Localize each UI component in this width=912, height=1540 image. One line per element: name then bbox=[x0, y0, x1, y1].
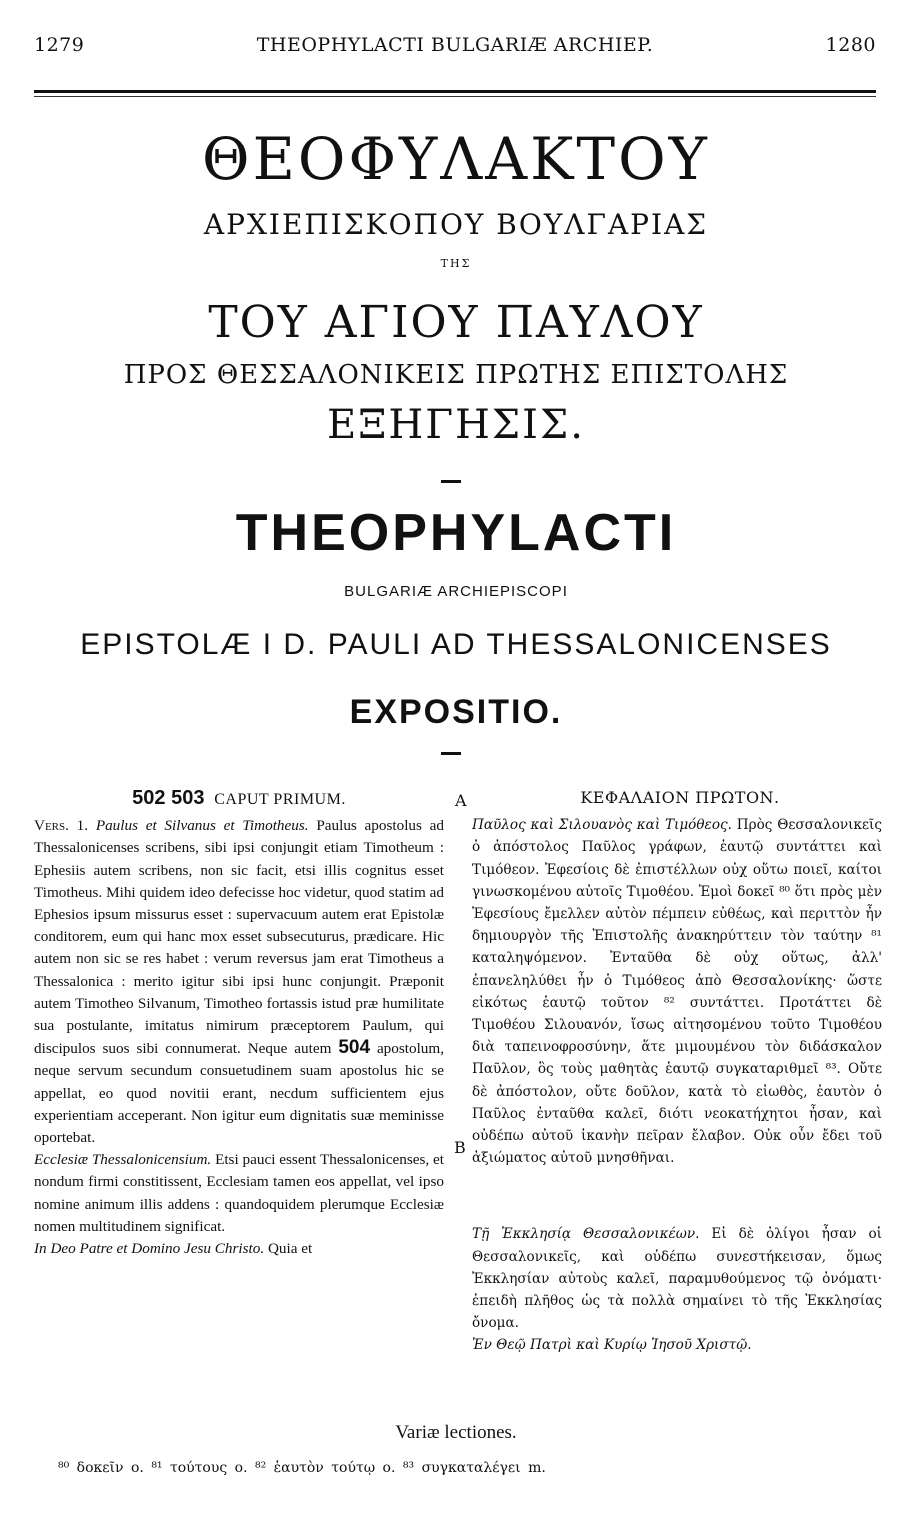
greek-title-article: ΤΗΣ bbox=[440, 257, 472, 270]
latin-paragraph-1 bbox=[34, 815, 444, 1149]
column-number-right: 1280 bbox=[825, 34, 876, 56]
latin-paragraph-3 bbox=[34, 1238, 444, 1260]
title-divider-2 bbox=[441, 752, 461, 755]
latin-title-office: BULGARIÆ ARCHIEPISCOPI bbox=[344, 583, 568, 600]
lemma: Παῦλος καὶ Σιλουανὸς καὶ Τιμόθεος. bbox=[472, 817, 732, 834]
running-title: THEOPHYLACTI BULGARIÆ ARCHIEP. bbox=[256, 34, 654, 56]
greek-chapter-heading bbox=[472, 787, 882, 810]
latin-title-epistle: EPISTOLÆ I D. PAULI AD THESSALONICENSES bbox=[80, 628, 832, 661]
paragraph-text: Etsi pauci essent Thessalonicenses, et nondum firmi constitissent, Ecclesiam tamen eos appellat, vel ipso nomine animum illis addens : quandoquidem plerumque Ecclesiæ nomen multitudinem significat. bbox=[34, 1151, 444, 1235]
header-rule-thin bbox=[34, 96, 876, 97]
verse-label: Vers. 1. bbox=[34, 817, 89, 835]
chapter-title: ΚΕΦΑΛΑΙΟΝ ΠΡΩΤΟΝ. bbox=[580, 788, 780, 807]
lemma: Paulus et Silvanus et Timotheus. bbox=[95, 817, 309, 835]
variae-lectiones-heading: Variæ lectiones. bbox=[395, 1422, 517, 1443]
margin-letter-a: A bbox=[455, 791, 467, 810]
page-numbers: 502 503 bbox=[132, 787, 205, 809]
greek-paragraph-2 bbox=[472, 1223, 882, 1334]
header-rule-thick bbox=[34, 90, 876, 93]
variae-lectiones-notes: ⁸⁰ δοκεῖν ο. ⁸¹ τούτους ο. ⁸² ἑαυτὸν τούτῳ ο. ⁸³ συγκαταλέγει m. bbox=[58, 1460, 546, 1476]
latin-chapter-heading bbox=[34, 787, 444, 811]
paragraph-gap bbox=[472, 1169, 882, 1223]
title-divider bbox=[441, 480, 461, 483]
lemma: Ecclesiæ Thessalonicensium. bbox=[34, 1151, 212, 1169]
greek-column bbox=[472, 787, 882, 1357]
latin-column bbox=[34, 787, 444, 1260]
running-head bbox=[34, 34, 876, 60]
paragraph-text: Quia et bbox=[267, 1240, 313, 1258]
lemma: In Deo Patre et Domino Jesu Christo. bbox=[34, 1240, 265, 1258]
greek-title-author: ΘΕΟΦΥΛΑΚΤΟΥ bbox=[202, 125, 710, 193]
latin-paragraph-2 bbox=[34, 1149, 444, 1238]
paragraph-text: Εἰ δὲ ὀλίγοι ἦσαν οἱ Θεσσαλονικεῖς, καὶ οὐδέπω συνεστήκεισαν, ὅμως Ἐκκλησίαν αὐτοὺς καλεῖ, παραμυθούμενος τῷ ὀνόματι· ἐπειδὴ πλῆθος ὡς τὰ πολλὰ σημαίνει τὸ τῆς Ἐκκλησίας ὄνομα. bbox=[472, 1226, 882, 1332]
page-number-504: 504 bbox=[338, 1037, 371, 1059]
chapter-title: CAPUT PRIMUM. bbox=[214, 791, 346, 808]
lemma: Τῇ Ἐκκλησίᾳ Θεσσαλονικέων. bbox=[472, 1226, 700, 1243]
latin-title-author: THEOPHYLACTI bbox=[235, 504, 677, 562]
column-number-left: 1279 bbox=[34, 34, 85, 56]
greek-paragraph-1 bbox=[472, 814, 882, 1169]
greek-title-apostle: ΤΟΥ ΑΓΙΟΥ ΠΑΥΛΟΥ bbox=[208, 297, 704, 348]
margin-letter-b: B bbox=[454, 1138, 466, 1157]
greek-title-epistle: ΠΡΟΣ ΘΕΣΣΑΛΟΝΙΚΕΙΣ ΠΡΩΤΗΣ ΕΠΙΣΤΟΛΗΣ bbox=[123, 360, 789, 390]
paragraph-text: Πρὸς Θεσσαλονικεῖς ὁ ἀπόστολος Παῦλος γράφων, ἑαυτῷ συντάττει καὶ Τιμόθεον. Ἐφεσίοις δὲ ἐπιστέλλων οὐχ οὕτω ποιεῖ, καίτοι γινωσκομένου αὐτοῖς Τιμοθέου. Ἐμοὶ δοκεῖ ⁸⁰ ὅτι πρὸς μὲν Ἐφεσίους ἔμελλεν αὐτὸν πέμπειν εὐθέως, καὶ περιττὸν ἦν δημιουργὸν τῆς Ἐπιστολῆς ἀνακηρύττειν τὸν ταύτην ⁸¹ καταληψόμενον. Ἐνταῦθα δὲ οὐχ οὕτως, ἀλλ' ἐπανεληλύθει ἦν ὁ Τιμόθεος ἀπὸ Θεσσαλονίκης· ὥστε εἰκότως ἑαυτῷ τοῦτον ⁸² συντάττει. Προτάττει δὲ Τιμοθέου Σιλουανόν, ἴσως αἰτησομένου τοῦτο Τιμοθέου διὰ ταπεινοφροσύνην, ἅτε μιμουμένου τὸν διδάσκαλον Παῦλον, ὃς τοὺς μαθητὰς ἑαυτῷ συγκαταριθμεῖ ⁸³. Οὔτε δὲ ἀπόστολον, οὔτε δοῦλον, κατὰ τὸ εἰωθὸς, ἑαυτὸν ὁ Παῦλος ἐνταῦθα καλεῖ, διότι νεοκατήχητοι ἦσαν, καὶ οὐδέπω αὐτοῦ ἱκανὴν πεῖραν ἔλαβον. Οὐκ οὖν ἔδει τοῦ ἀξιώματος αὐτοῦ μνησθῆναι. bbox=[472, 817, 882, 1167]
latin-title-expositio: EXPOSITIO. bbox=[349, 693, 563, 731]
paragraph-text-cont: apostolum, neque servum secundum consuetudinem suam apostolus hic se appellat, eo quod novitii erant, necdum sufficientem ejus experientiam acceperant. Non igitur eum dignitatis suæ meminisse oportebat. bbox=[34, 1040, 445, 1147]
greek-title-office: ΑΡΧΙΕΠΙΣΚΟΠΟΥ ΒΟΥΛΓΑΡΙΑΣ bbox=[203, 208, 709, 241]
greek-paragraph-3 bbox=[472, 1334, 882, 1356]
paragraph-text: Paulus apostolus ad Thessalonicenses scribens, sibi ipsi conjungit etiam Timotheum : Ephesiis autem scribens, non sic facit, etsi illis cognitus esset Timotheus. Mihi quidem ideo defecisse hoc videtur, quod statim ad Ephesios ipsum missurus esset : supervacuum autem erat Epistolæ conditorem, eum qui hanc mox esset subsecuturus, prædicare. Hic autem non sic se res habet : verum reversus jam erat Timotheus a Thessalonica : merito igitur sibi ipsi hunc conjungit. Præponit autem Timotheo Silvanum, Timotheo fortassis istud præ humilitate sua postulante, imitatus nimirum præceptorem Paulum, qui discipulos suos sibi connumerat. Neque autem bbox=[34, 817, 444, 1058]
greek-title-exegesis: ΕΞΗΓΗΣΙΣ. bbox=[327, 402, 585, 448]
lemma: Ἐν Θεῷ Πατρὶ καὶ Κυρίῳ Ἰησοῦ Χριστῷ. bbox=[472, 1337, 752, 1354]
